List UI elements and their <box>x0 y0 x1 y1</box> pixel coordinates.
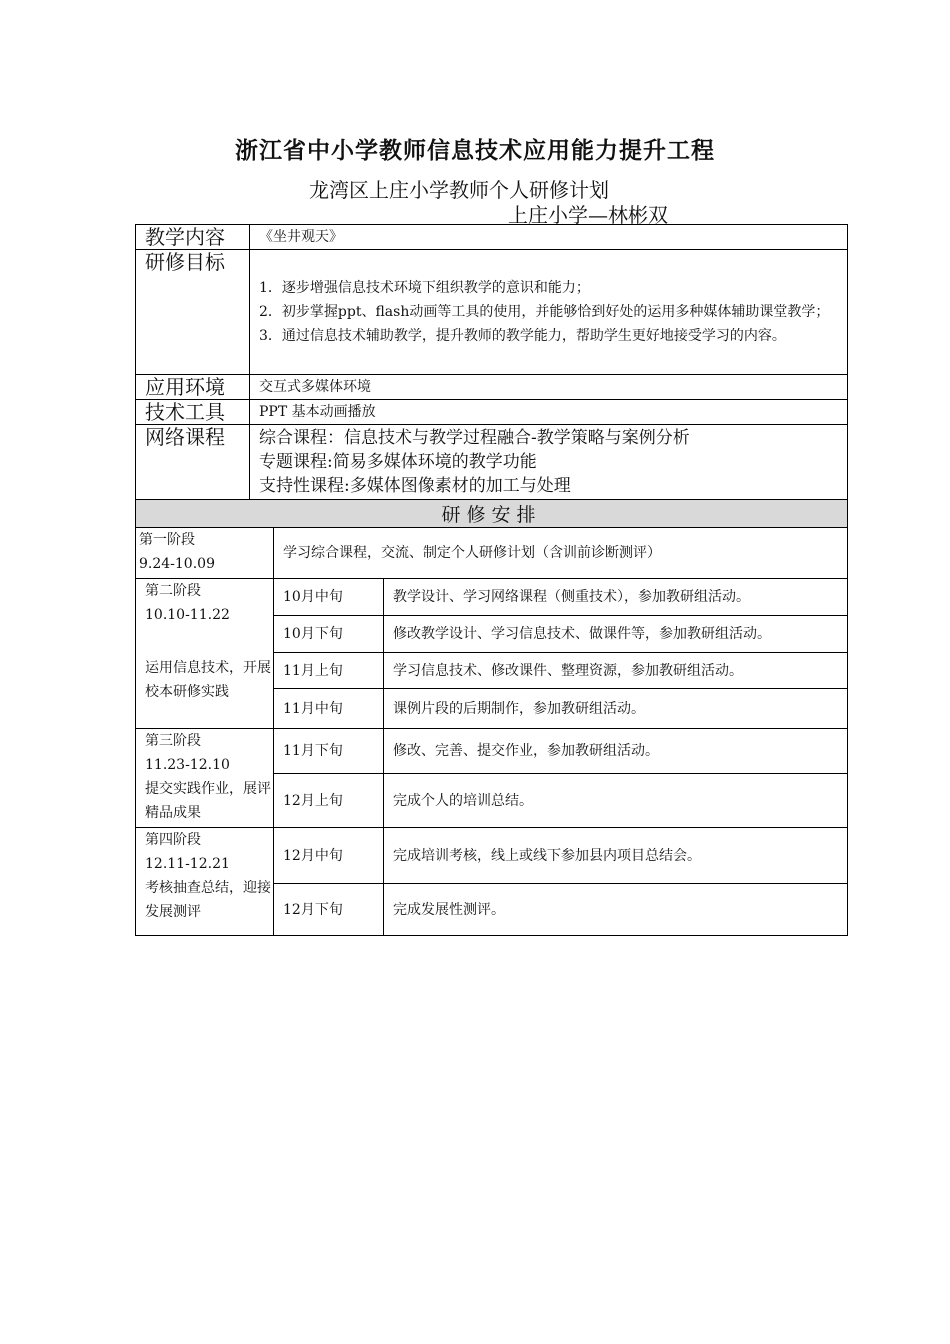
schedule-heading: 研修安排 <box>136 500 848 528</box>
stage3-cell <box>136 729 274 828</box>
env-value: 交互式多媒体环境 <box>250 375 848 400</box>
goal-line: 3．通过信息技术辅助教学，提升教师的教学能力，帮助学生更好地接受学习的内容。 <box>259 328 786 344</box>
info-table <box>135 224 848 528</box>
course-value <box>250 425 848 500</box>
row-desc: 完成培训考核，线上或线下参加县内项目总结会。 <box>384 828 848 884</box>
stage4-name: 第四阶段 <box>145 832 201 848</box>
stage3-note: 提交实践作业，展评精品成果 <box>145 781 271 821</box>
goal-label: 研修目标 <box>136 250 250 375</box>
document-title: 浙江省中小学教师信息技术应用能力提升工程 <box>235 137 715 164</box>
table-row <box>136 729 848 774</box>
info-row-env <box>136 375 848 400</box>
row-time: 11月上旬 <box>274 653 384 689</box>
row-desc: 学习信息技术、修改课件、整理资源，参加教研组活动。 <box>384 653 848 689</box>
stage4-note: 考核抽查总结，迎接发展测评 <box>145 880 271 920</box>
row-desc: 修改教学设计、学习信息技术、做课件等，参加教研组活动。 <box>384 616 848 653</box>
stage3-name: 第三阶段 <box>145 733 201 749</box>
stage1-desc: 学习综合课程，交流、制定个人研修计划（含训前诊断测评） <box>274 528 848 579</box>
stage1-cell <box>136 528 274 579</box>
document-subtitle: 龙湾区上庄小学教师个人研修计划 <box>309 178 609 202</box>
stage2-note: 运用信息技术，开展校本研修实践 <box>145 660 271 700</box>
row-time: 12月下旬 <box>274 884 384 936</box>
goal-line: 1．逐步增强信息技术环境下组织教学的意识和能力； <box>259 280 590 296</box>
table-row <box>136 828 848 884</box>
tool-label: 技术工具 <box>136 400 250 425</box>
stage4-dates: 12.11-12.21 <box>145 856 230 872</box>
stage1-name: 第一阶段 <box>139 532 195 548</box>
plan-row-stage1 <box>136 528 848 579</box>
row-desc: 完成个人的培训总结。 <box>384 774 848 828</box>
row-desc: 课例片段的后期制作，参加教研组活动。 <box>384 689 848 729</box>
row-time: 12月上旬 <box>274 774 384 828</box>
stage2-name: 第二阶段 <box>145 583 201 599</box>
row-time: 11月下旬 <box>274 729 384 774</box>
stage3-dates: 11.23-12.10 <box>145 757 230 773</box>
stage4-cell <box>136 828 274 936</box>
stage1-dates: 9.24-10.09 <box>139 556 215 572</box>
row-desc: 修改、完善、提交作业，参加教研组活动。 <box>384 729 848 774</box>
goal-value <box>250 250 848 375</box>
row-desc: 完成发展性测评。 <box>384 884 848 936</box>
content-value: 《坐井观天》 <box>250 225 848 250</box>
info-row-tool <box>136 400 848 425</box>
table-row <box>136 579 848 616</box>
row-time: 11月中旬 <box>274 689 384 729</box>
info-row-content <box>136 225 848 250</box>
author-line: 上庄小学—林彬双 <box>508 203 668 227</box>
info-row-goal <box>136 250 848 375</box>
row-time: 12月中旬 <box>274 828 384 884</box>
course-line: 综合课程：信息技术与教学过程融合-教学策略与案例分析 <box>259 428 690 448</box>
course-line: 专题课程:简易多媒体环境的教学功能 <box>259 452 537 472</box>
course-label: 网络课程 <box>136 425 250 500</box>
row-time: 10月下旬 <box>274 616 384 653</box>
env-label: 应用环境 <box>136 375 250 400</box>
course-line: 支持性课程:多媒体图像素材的加工与处理 <box>259 476 571 496</box>
stage2-cell <box>136 579 274 729</box>
info-row-course <box>136 425 848 500</box>
content-label: 教学内容 <box>136 225 250 250</box>
plan-table <box>135 527 848 936</box>
goal-line: 2．初步掌握ppt、flash动画等工具的使用，并能够恰到好处的运用多种媒体辅助课堂教学； <box>259 304 830 320</box>
tool-value: PPT 基本动画播放 <box>250 400 848 425</box>
info-row-schedule-heading <box>136 500 848 528</box>
row-desc: 教学设计、学习网络课程（侧重技术），参加教研组活动。 <box>384 579 848 616</box>
row-time: 10月中旬 <box>274 579 384 616</box>
stage2-dates: 10.10-11.22 <box>145 607 230 623</box>
